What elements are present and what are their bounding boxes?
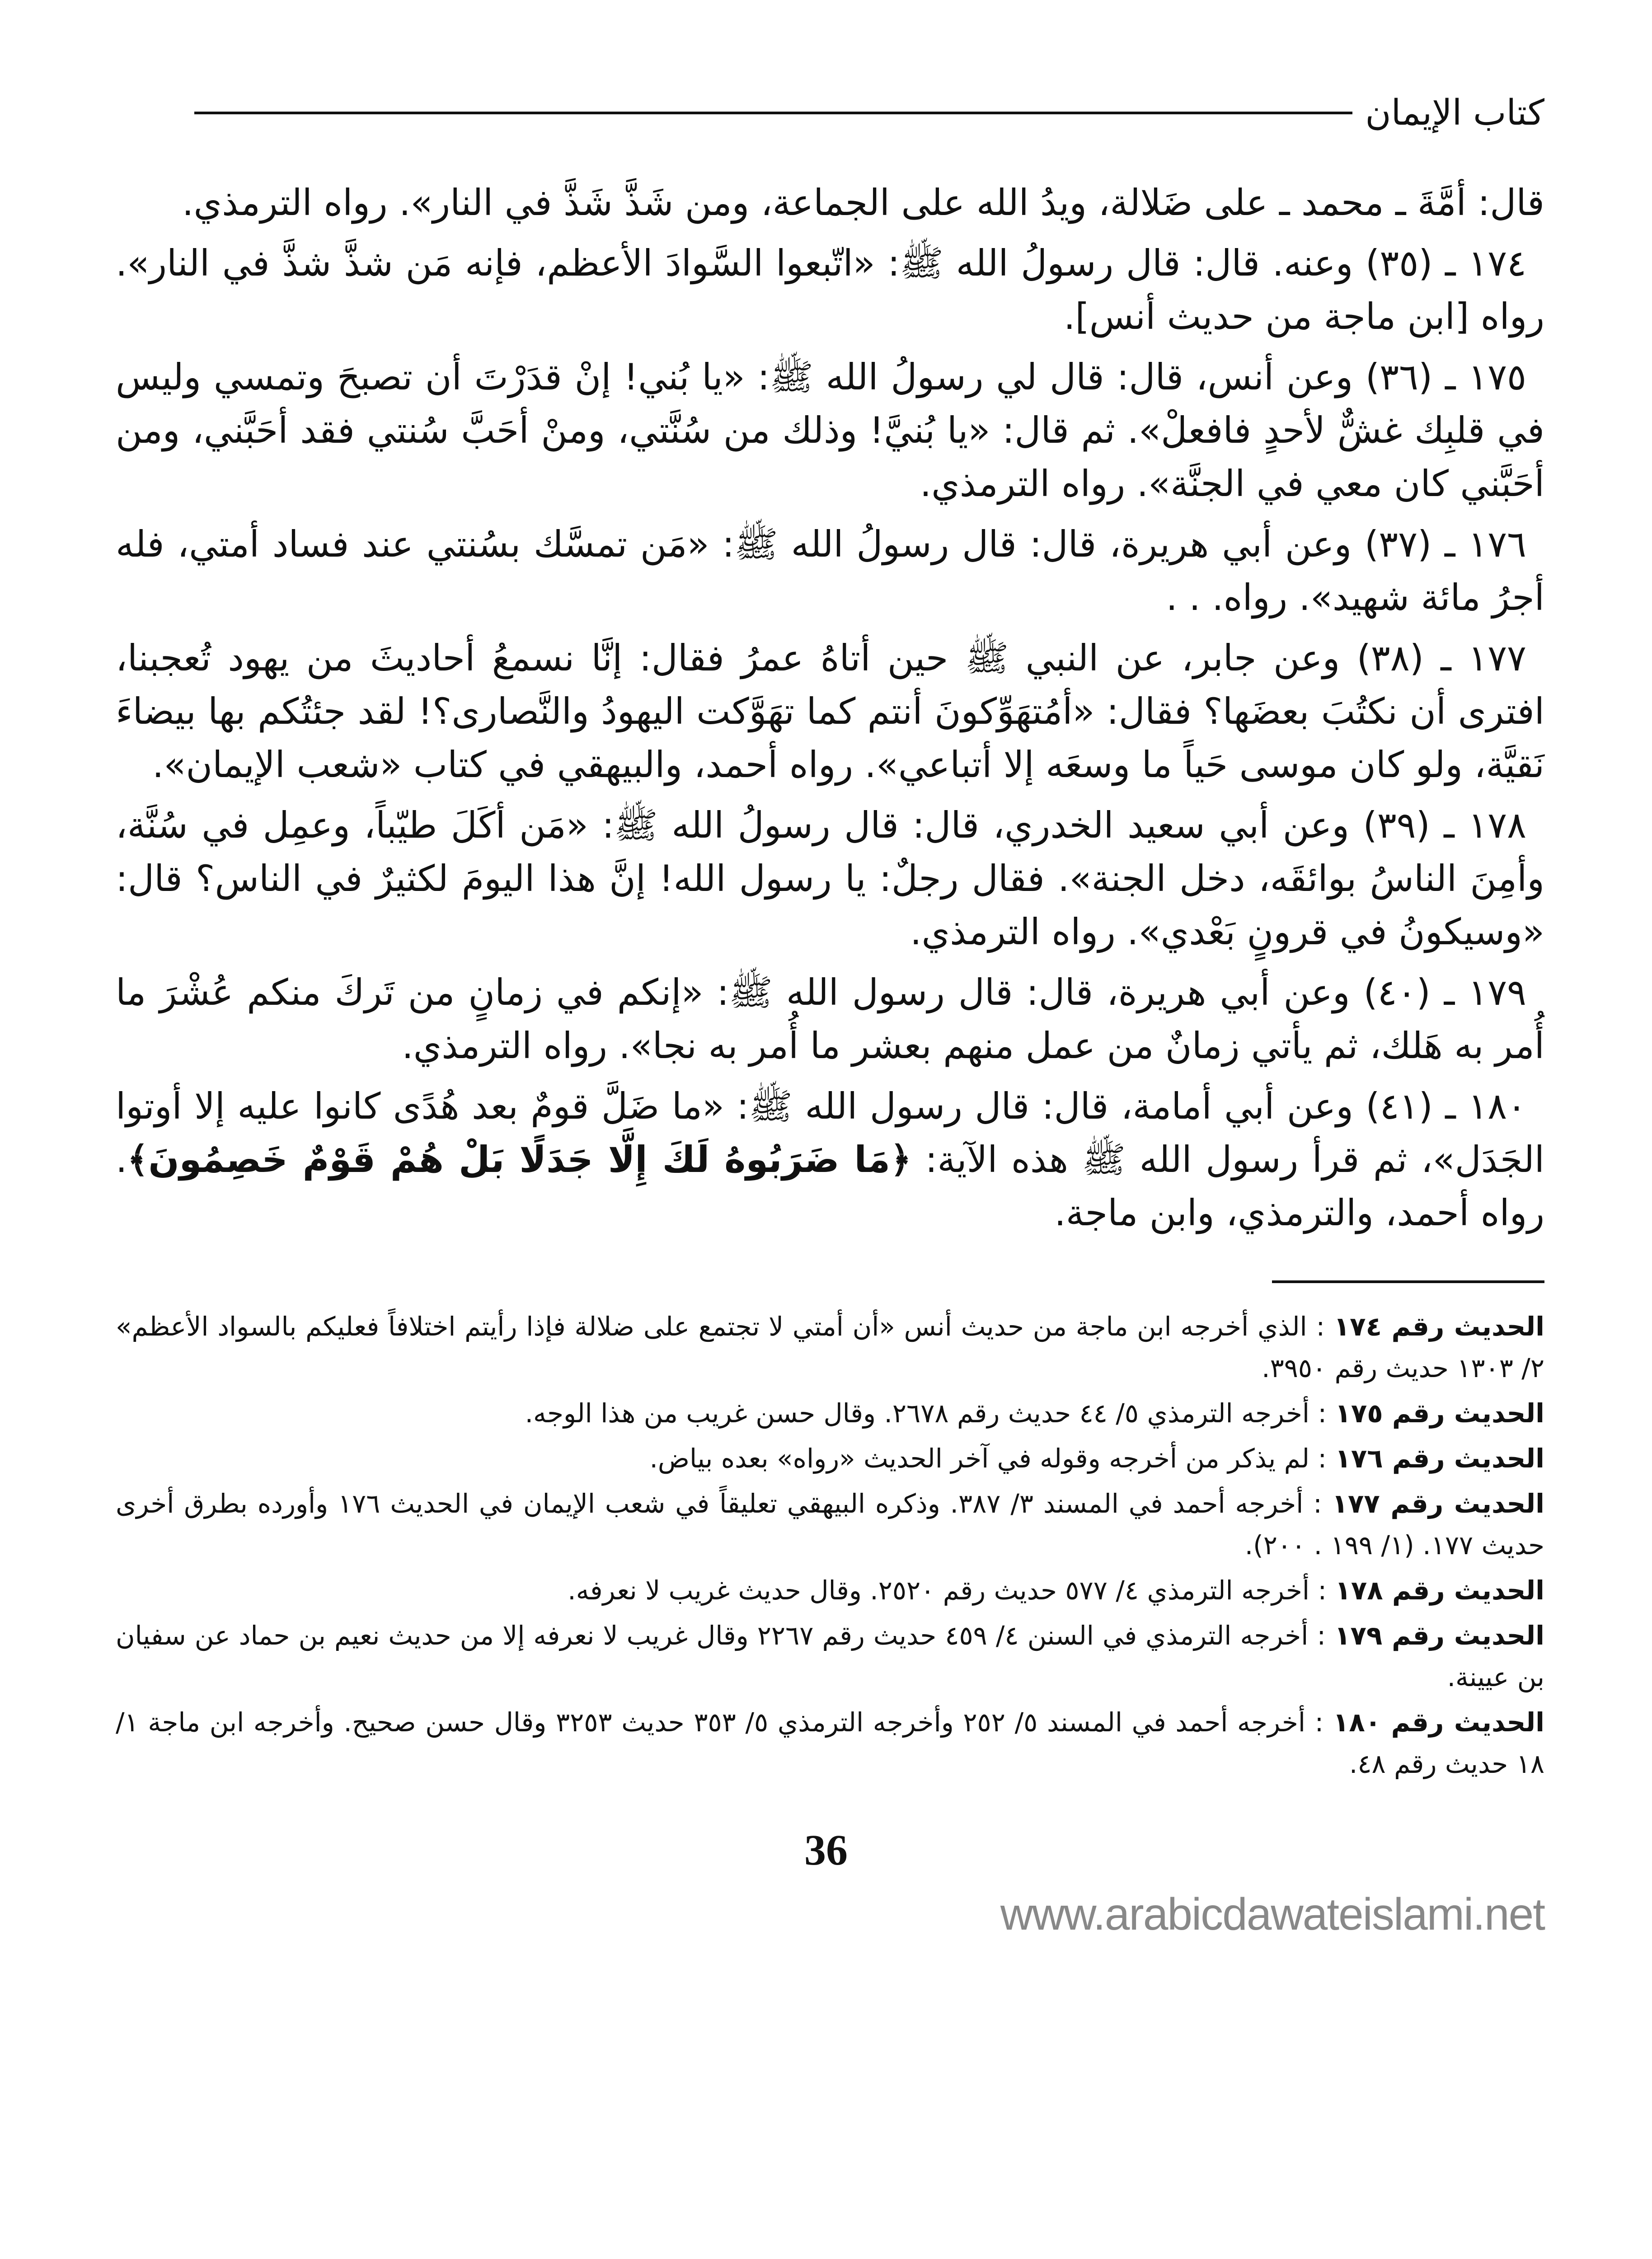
hadith-180-text: ١٨٠ ـ (٤١) وعن أبي أمامة، قال: قال رسول الله ﷺ: «ما ضَلَّ قومٌ بعد هُدًى كانوا عليه إلا أوتوا الجَدَل»، ثم قرأ رسول الله ﷺ هذه الآية: [116,1085,1544,1181]
paragraph-continuation: قال: أمَّةَ ـ محمد ـ على ضَلالة، ويدُ الله على الجماعة، ومن شَذَّ شَذَّ في النار». رواه الترمذي. [182,182,1544,224]
footnote [116,1306,1544,1389]
header-rule [194,112,1352,114]
footnote-separator [1272,1280,1544,1283]
footnotes [116,1306,1544,1785]
footnote [116,1438,1544,1479]
footnote-label: الحديث رقم ١٧٧ [1332,1488,1545,1519]
quran-verse: ﴿مَا ضَرَبُوهُ لَكَ إِلَّا جَدَلًا بَلْ هُمْ قَوْمٌ خَصِمُونَ﴾ [127,1139,911,1181]
footnote-label: الحديث رقم ١٧٦ [1335,1443,1544,1474]
footnote-text: : لم يذكر من أخرجه وقوله في آخر الحديث «رواه» بعده بياض. [649,1443,1327,1474]
hadith-178: ١٧٨ ـ (٣٩) وعن أبي سعيد الخدري، قال: قال رسولُ الله ﷺ: «مَن أكَلَ طيّباً، وعمِل في سُنَّة، وأمِنَ الناسُ بوائقَه، دخل الجنة». فقال رجلٌ: يا رسول الله! إنَّ هذا اليومَ لكثيرٌ في الناس؟ قال: «وسيكونُ في قرونٍ بَعْدي». رواه الترمذي. [116,804,1544,953]
footnote-text: : أخرجه الترمذي ٥/ ٤٤ حديث رقم ٢٦٧٨. وقال حسن غريب من هذا الوجه. [525,1398,1327,1429]
watermark-row [116,1889,1544,1940]
page-number: 36 [804,1826,848,1874]
footnote-label: الحديث رقم ١٧٥ [1335,1398,1544,1429]
footnote [116,1615,1544,1698]
hadith-179: ١٧٩ ـ (٤٠) وعن أبي هريرة، قال: قال رسول الله ﷺ: «إنكم في زمانٍ من تَركَ منكم عُشْرَ ما أُمر به هَلك، ثم يأتي زمانٌ من عمل منهم بعشر ما أُمر به نجا». رواه الترمذي. [116,971,1544,1067]
footnote-text: : الذي أخرجه ابن ماجة من حديث أنس «أن أمتي لا تجتمع على ضلالة فإذا رأيتم اختلافاً فعليكم بالسواد الأعظم» ٢/ ١٣٠٣ حديث رقم ٣٩٥٠. [116,1311,1544,1383]
footnote-separator-row [116,1280,1544,1283]
footnote-label: الحديث رقم ١٨٠ [1333,1707,1545,1738]
footnote-text: : أخرجه أحمد في المسند ٥/ ٢٥٢ وأخرجه الترمذي ٥/ ٣٥٣ حديث ٣٢٥٣ وقال حسن صحيح. وأخرجه ابن ماجة ١/ ١٨ حديث رقم ٤٨. [116,1707,1544,1779]
hadith-177: ١٧٧ ـ (٣٨) وعن جابر، عن النبي ﷺ حين أتاهُ عمرُ فقال: إنَّا نسمعُ أحاديثَ من يهود تُعجبنا، افترى أن نكتُبَ بعضَها؟ فقال: «أمُتهَوِّكونَ أنتم كما تهَوَّكت اليهودُ والنَّصارى؟! لقد جئتُكم بها بيضاءَ نَقيَّة، ولو كان موسى حَياً ما وسعَه إلا أتباعي». رواه أحمد، والبيهقي في كتاب «شعب الإيمان». [116,637,1544,786]
hadith-174: ١٧٤ ـ (٣٥) وعنه. قال: قال رسولُ الله ﷺ: «اتّبعوا السَّوادَ الأعظم، فإنه مَن شذَّ شذَّ في النار». رواه [ابن ماجة من حديث أنس]. [116,242,1544,337]
hadith-175: ١٧٥ ـ (٣٦) وعن أنس، قال: قال لي رسولُ الله ﷺ: «يا بُني! إنْ قدَرْتَ أن تصبحَ وتمسي وليس في قلبِك غشٌّ لأحدٍ فافعلْ». ثم قال: «يا بُنيَّ! وذلك من سُنَّتي، ومنْ أحَبَّ سُنتي فقد أحَبَّني، ومن أحَبَّني كان معي في الجنَّة». رواه الترمذي. [116,356,1544,505]
watermark-url: www.arabicdawateislami.net [1000,1889,1544,1940]
running-header [194,90,1544,136]
footnote [116,1483,1544,1566]
header-title: كتاب الإيمان [1365,93,1544,133]
footnote [116,1701,1544,1785]
hadith-180-source: . رواه أحمد، والترمذي، وابن ماجة. [116,1139,1544,1234]
footnote-text: : أخرجه الترمذي ٤/ ٥٧٧ حديث رقم ٢٥٢٠. وقال حديث غريب لا نعرفه. [568,1575,1327,1606]
footnote-label: الحديث رقم ١٧٤ [1333,1311,1545,1342]
hadith-180 [116,1080,1544,1240]
footnote-label: الحديث رقم ١٧٨ [1335,1575,1544,1606]
footnote [116,1392,1544,1434]
footnote [116,1570,1544,1611]
hadith-176: ١٧٦ ـ (٣٧) وعن أبي هريرة، قال: قال رسولُ الله ﷺ: «مَن تمسَّك بسُنتي عند فساد أمتي، فله أجرُ مائة شهيد». رواه. . . [116,523,1544,619]
main-text [116,176,1544,1240]
footnote-text: : أخرجه الترمذي في السنن ٤/ ٤٥٩ حديث رقم ٢٢٦٧ وقال غريب لا نعرفه إلا من حديث نعيم بن حماد عن سفيان بن عيينة. [116,1620,1544,1692]
footnote-text: : أخرجه أحمد في المسند ٣/ ٣٨٧. وذكره البيهقي تعليقاً في شعب الإيمان في الحديث ١٧٦ وأورده بطرق أخرى حديث ١٧٧. (١/ ١٩٩ . ٢٠٠). [116,1488,1544,1561]
footnote-label: الحديث رقم ١٧٩ [1334,1620,1544,1651]
